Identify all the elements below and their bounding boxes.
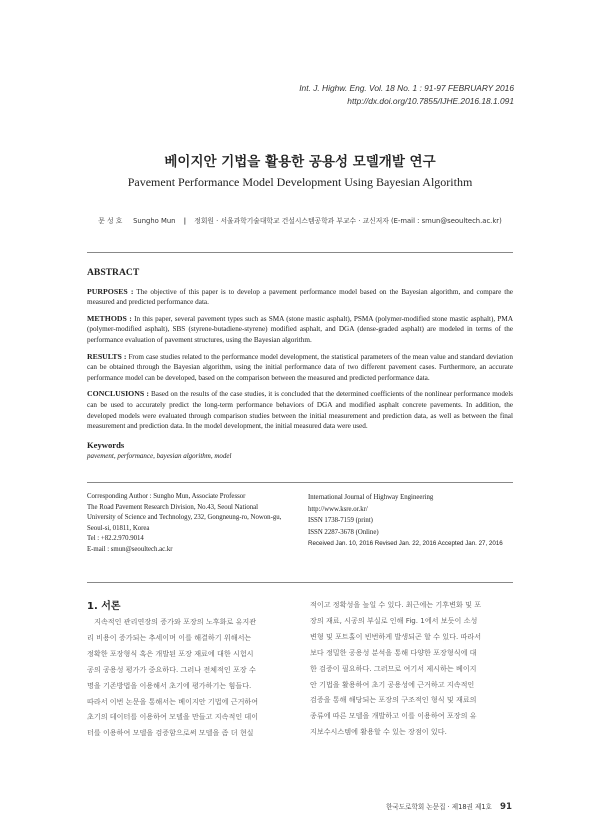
correspondence-line-1: Corresponding Author : Sungho Mun, Associate Professor xyxy=(87,493,246,500)
journal-header xyxy=(299,82,514,108)
page-footer xyxy=(386,801,512,812)
intro-left-line: 지속적인 관리연장의 증가와 포장의 노후화로 유지관 xyxy=(87,617,257,626)
correspondence-line-4: Seoul-si, 01811, Korea xyxy=(87,524,150,532)
correspondence-line-3: University of Science and Technology, 232, Gongneung-ro, Nowon-gu, xyxy=(87,514,282,521)
english-title: Pavement Performance Model Development Using Bayesian Algorithm xyxy=(127,175,473,189)
results-text: From case studies related to the performance model development, the statistical parameters of the mean value and standard deviation can be obtained through the Bayesian algorithm, using the initial performance data of two different pavement cases. Furthermore, an accurate performance model can be developed, based on the comparison between the measured and predicted performance data. xyxy=(87,352,513,382)
intro-right-line: 지보수시스템에 활용할 수 있는 장점이 있다. xyxy=(310,727,447,737)
page-number: 91 xyxy=(500,802,512,812)
issn-online: ISSN 2287-3678 (Online) xyxy=(308,528,379,536)
intro-left-line: 초기의 데이터를 이용하여 모델을 만들고 지속적인 데이 xyxy=(87,712,259,722)
abstract-purposes xyxy=(87,287,513,308)
abstract-conclusions xyxy=(87,389,513,431)
doi-link[interactable]: http://dx.doi.org/10.7855/IJHE.2016.18.1.091 xyxy=(347,96,514,106)
intro-left-line: 따라서 이번 논문을 통해서는 베이지안 기법에 근거하여 xyxy=(87,696,259,706)
intro-right-line: 종류에 따른 모델을 개발하고 이를 이용하여 포장의 유 xyxy=(310,711,477,721)
abstract-results xyxy=(87,352,513,384)
conclusions-text: Based on the results of the case studies, it is concluded that the determined coefficients of the nonlinear performance models can be used to accurately predict the long-term performance behaviors of DGA and modified asphalt concrete pavements. In addition, the developed models were evaluated through comparison studies between the initial measurement and prediction data, as well as between the final measurement and prediction data. In the model development, the initial measured data were used. xyxy=(87,390,513,431)
correspondence-tel: Tel : +82.2.970.9014 xyxy=(87,535,144,542)
keywords-section xyxy=(87,440,513,460)
abstract-heading: ABSTRACT xyxy=(87,267,140,278)
intro-right-column xyxy=(310,597,513,740)
purposes-label: PURPOSES : xyxy=(87,286,134,296)
correspondence-block xyxy=(87,492,302,555)
body-divider xyxy=(87,582,513,583)
korean-title: 베이지안 기법을 활용한 공용성 모델개발 연구 xyxy=(164,154,436,170)
keywords-text: pavement, performance, bayesian algorithm, model xyxy=(87,452,232,460)
correspondence-line-2: The Road Pavement Research Division, No.43, Seoul National xyxy=(87,503,259,511)
submission-dates: Received Jan. 10, 2016 Revised Jan. 22, 2016 Accepted Jan. 27, 2016 xyxy=(308,540,503,547)
purposes-text: The objective of this paper is to develop a pavement performance model based on the Bayesian algorithm, and compare the measured and predicted performance data. xyxy=(87,287,513,307)
top-divider xyxy=(87,252,513,253)
methods-label: METHODS : xyxy=(87,313,132,323)
intro-right-line: 검증을 통해 해당되는 포장의 구조적인 형식 및 재료의 xyxy=(310,695,477,705)
journal-citation: Int. J. Highw. Eng. Vol. 18 No. 1 : 91-97 FEBRUARY 2016 xyxy=(299,83,514,93)
info-divider xyxy=(87,482,513,483)
author-separator: | xyxy=(183,217,187,225)
journal-info-block xyxy=(308,492,518,550)
issn-print: ISSN 1738-7159 (print) xyxy=(308,517,373,524)
author-korean-name: 문 성 호 xyxy=(98,217,123,225)
author-english-name: Sungho Mun xyxy=(133,217,176,225)
intro-right-line: 장의 재료, 시공의 부실로 인해 Fig. 1에서 보듯이 소성 xyxy=(310,615,478,625)
intro-left-line: 리 비용이 증가되는 추세이며 이를 해결하기 위해서는 xyxy=(87,632,252,642)
author-line xyxy=(0,215,600,225)
results-label: RESULTS : xyxy=(87,351,127,361)
intro-right-line: 보다 정밀한 공용성 분석을 통해 다양한 포장형식에 대 xyxy=(310,647,477,657)
intro-right-line: 안 기법을 활용하여 초기 공용성에 근거하고 지속적인 xyxy=(310,679,475,689)
intro-left-line: 정확한 포장형식 혹은 개발된 포장 재료에 대한 시험시 xyxy=(87,648,254,658)
abstract-section xyxy=(87,268,513,438)
footer-journal: 한국도로학회 논문집 · 제18권 제1호 xyxy=(386,803,492,811)
intro-left-line: 공의 공용성 평가가 중요하다. 그러나 전체적인 포장 수 xyxy=(87,664,256,674)
intro-left-line: 명을 기존방법을 이용해서 초기에 평가하기는 힘들다. xyxy=(87,680,252,690)
intro-left-line: 터를 이용하여 모델을 검증함으로써 모델을 좀 더 현실 xyxy=(87,728,254,738)
section-heading-intro: 1. 서론 xyxy=(87,601,121,612)
intro-right-line: 변형 및 포트홀이 빈번하게 발생되곤 할 수 있다. 따라서 xyxy=(310,631,482,641)
conclusions-label: CONCLUSIONS : xyxy=(87,389,149,399)
methods-text: In this paper, several pavement types such as SMA (stone mastic asphalt), PSMA (polymer-modified stone mastic asphalt), PMA (polymer-modified asphalt), SBS (styrene-butadiene-styrene) modified asphalt, and DGA (dense-graded asphalt) are modeled in terms of the performance evaluation of pavement structures, using the Bayesian algorithm. xyxy=(87,314,514,344)
journal-url[interactable]: http://www.ksre.or.kr/ xyxy=(308,505,368,513)
journal-name: International Journal of Highway Engineering xyxy=(308,494,434,501)
author-affiliation: 정회원 · 서울과학기술대학교 건설시스템공학과 부교수 · 교신저자 (E-mail : smun@seoultech.ac.kr) xyxy=(194,217,502,225)
intro-right-line: 한 검증이 필요하다. 그러므로 여기서 제시하는 베이지 xyxy=(310,663,477,673)
intro-right-line: 적이고 정확성을 높일 수 있다. 최근에는 기후변화 및 포 xyxy=(310,600,482,609)
correspondence-email[interactable]: E-mail : smun@seoultech.ac.kr xyxy=(87,545,173,553)
keywords-heading: Keywords xyxy=(87,440,125,450)
abstract-methods xyxy=(87,314,513,346)
intro-left-column xyxy=(87,614,299,741)
